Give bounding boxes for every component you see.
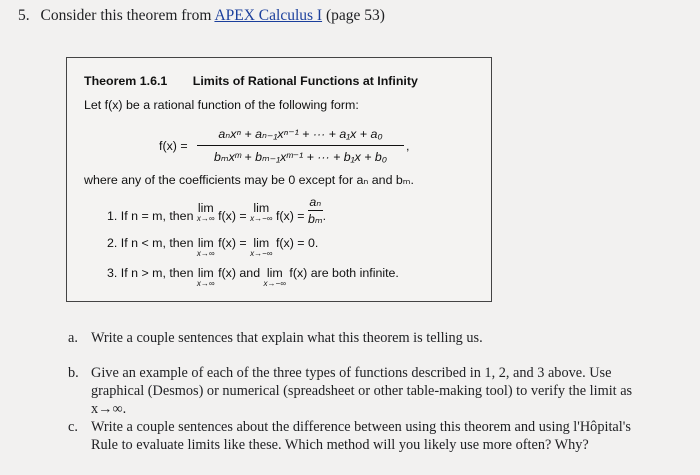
theorem-item-2: [107, 236, 318, 258]
ratio-numerator: aₙ: [309, 195, 322, 209]
page-reference: (page 53): [325, 7, 385, 24]
formula-lhs: f(x) =: [159, 139, 188, 153]
problem-number: 5.: [18, 7, 30, 24]
item-text: f(x) = 0.: [275, 236, 319, 250]
item-text: f(x) and: [218, 266, 261, 280]
item-period: .: [322, 208, 327, 223]
limit-positive: [197, 266, 215, 288]
formula-comma: ,: [406, 139, 410, 153]
item-condition: If n = m, then: [120, 208, 194, 223]
limit-negative: [264, 266, 286, 288]
lim-word: lim: [197, 266, 214, 280]
problem-heading: [18, 7, 385, 25]
lim-subscript: x→−∞: [250, 214, 273, 223]
question-letter: a.: [68, 330, 78, 346]
question-text: Give an example of each of the three types of functions described in 1, 2, and 3 above. Use graphical (Desmos) or numerical (spreadsheet or other table-making tool) to verify the limit as x→∞.: [91, 365, 633, 417]
item-text: f(x) =: [218, 236, 247, 250]
question-letter: c.: [68, 419, 78, 435]
item-text: f(x) are both infinite.: [289, 266, 399, 280]
question-text: Write a couple sentences about the difference between using this theorem and using l'Hôpital's Rule to evaluate limits like these. Which method will you likely use more often? Why?: [91, 419, 631, 453]
lim-subscript: x→∞: [196, 214, 215, 223]
limit-positive: [197, 236, 215, 258]
limit-positive: [197, 201, 215, 223]
theorem-item-1: [107, 195, 327, 232]
question-text: Write a couple sentences that explain what this theorem is telling us.: [91, 330, 483, 346]
item-number: 1.: [107, 208, 118, 223]
item-condition: If n < m, then: [120, 236, 194, 250]
theorem-title: [84, 74, 418, 88]
lim-word: lim: [266, 266, 283, 280]
item-number: 2.: [107, 236, 118, 250]
lim-subscript: x→−∞: [250, 249, 273, 258]
lim-word: lim: [197, 201, 214, 215]
item-condition: If n > m, then: [120, 266, 194, 280]
ratio-bar: [308, 210, 323, 211]
lim-word: lim: [253, 201, 270, 215]
fraction-bar: [197, 145, 404, 146]
item-number: 3.: [107, 266, 118, 280]
item-text: f(x) =: [218, 208, 247, 223]
theorem-item-3: [107, 266, 399, 288]
formula-numerator: aₙxⁿ + aₙ₋₁xⁿ⁻¹ + ··· + a₁x + a₀: [218, 127, 383, 141]
formula-fraction: [197, 126, 404, 166]
lim-subscript: x→∞: [196, 249, 215, 258]
theorem-name: Limits of Rational Functions at Infinity: [192, 74, 418, 88]
theorem-intro: Let f(x) be a rational function of the following form:: [84, 98, 359, 112]
limit-negative: [250, 236, 272, 258]
lim-word: lim: [197, 236, 214, 250]
formula-denominator: bₘxᵐ + bₘ₋₁xᵐ⁻¹ + ··· + b₁x + b₀: [213, 150, 388, 164]
ratio-denominator: bₘ: [307, 212, 323, 226]
lim-subscript: x→−∞: [263, 279, 286, 288]
question-letter: b.: [68, 365, 79, 381]
item-text: f(x) =: [275, 208, 305, 223]
coefficients-note: where any of the coefficients may be 0 except for aₙ and bₘ.: [84, 173, 414, 187]
lim-subscript: x→∞: [196, 279, 215, 288]
theorem-box: [66, 57, 492, 302]
source-link[interactable]: APEX Calculus I: [214, 7, 323, 24]
theorem-label: Theorem 1.6.1: [84, 74, 168, 88]
lim-word: lim: [253, 236, 270, 250]
leading-coefficient-ratio: [308, 195, 323, 226]
limit-negative: [250, 201, 272, 223]
problem-intro: Consider this theorem from: [40, 7, 212, 24]
